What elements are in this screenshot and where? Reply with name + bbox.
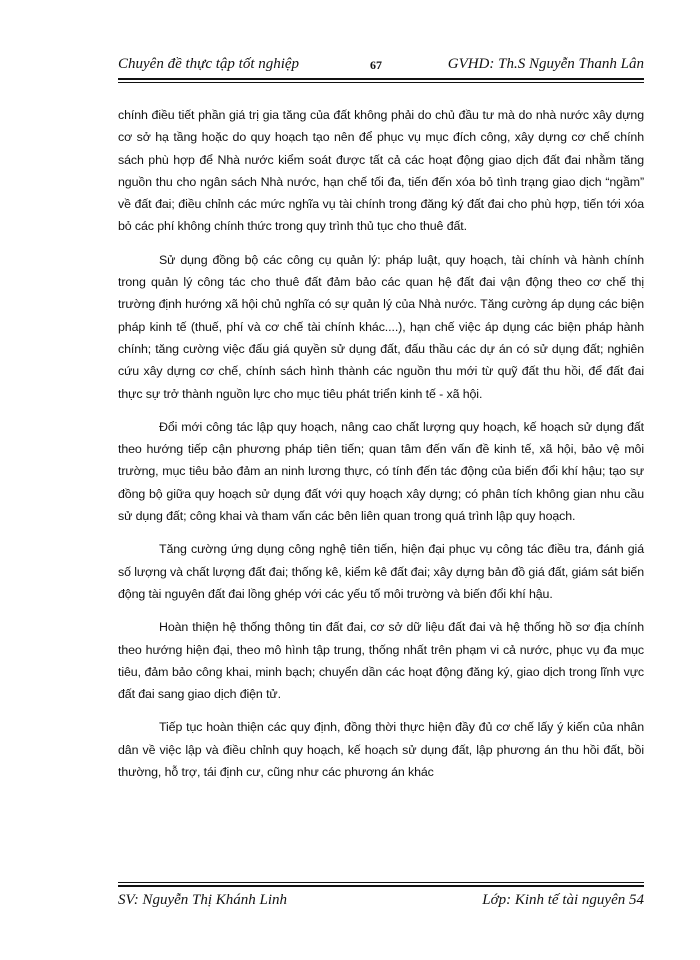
header-rule-thin: [118, 82, 644, 83]
footer-rule-thin: [118, 882, 644, 883]
page-footer: [118, 886, 644, 912]
header-rule-thick: [118, 78, 644, 80]
page-number: 67: [370, 58, 382, 72]
header-supervisor: GVHD: Th.S Nguyễn Thanh Lân: [447, 56, 644, 72]
document-body: [118, 104, 644, 794]
paragraph: Tăng cường ứng dụng công nghệ tiên tiến, hiện đại phục vụ công tác điều tra, đánh giá số lượng và chất lượng đất đai; thống kê, kiểm kê đất đai; xây dựng bản đồ giá đất, giám sát biến động tài nguyên đất đai lồng ghép với các yếu tố môi trường và biến đổi khí hậu.: [118, 542, 645, 601]
paragraph: Hoàn thiện hệ thống thông tin đất đai, cơ sở dữ liệu đất đai và hệ thống hồ sơ địa chính theo hướng hiện đại, theo mô hình tập trung, thống nhất trên phạm vi cả nước, phục vụ đa mục tiêu, đảm bảo công khai, minh bạch; chuyển dần các hoạt động đăng ký, giao dịch trong lĩnh vực đất đai sang giao dịch điện tử.: [118, 620, 644, 702]
footer-class-name: Lớp: Kinh tế tài nguyên 54: [482, 892, 644, 908]
paragraph: Đổi mới công tác lập quy hoạch, nâng cao chất lượng quy hoạch, kế hoạch sử dụng đất theo hướng tiếp cận phương pháp tiên tiến; quan tâm đến vấn đề kinh tế, xã hội, bảo vệ môi trường, mục tiêu bảo đảm an ninh lương thực, có tính đến tác động của biến đổi khí hậu; tạo sự đồng bộ giữa quy hoạch sử dụng đất với quy hoạch xây dựng; có phân tích không gian nhu cầu sử dụng đất; công khai và tham vấn các bên liên quan trong quá trình lập quy hoạch.: [118, 419, 644, 524]
paragraph: Sử dụng đồng bộ các công cụ quản lý: pháp luật, quy hoạch, tài chính và hành chính trong quản lý công tác cho thuê đất đảm bảo các quan hệ đất đai vận động theo cơ chế thị trường định hướng xã hội chủ nghĩa có sự quản lý của Nhà nước. Tăng cường áp dụng các biện pháp kinh tế (thuế, phí và cơ chế tài chính khác....), hạn chế việc áp dụng các biện pháp hành chính; tăng cường việc đấu giá quyền sử dụng đất, đấu thầu các dự án có sử dụng đất; nghiên cứu xây dựng cơ chế, chính sách hình thành các nguồn thu mới từ quỹ đất thu hồi, để đất đai thực sự trở thành nguồn lực cho mục tiêu phát triển kinh tế - xã hội.: [118, 252, 644, 401]
paragraph-continuation: chính điều tiết phần giá trị gia tăng của đất không phải do chủ đầu tư mà do nhà nước xây dựng cơ sở hạ tầng hoặc do quy hoạch tạo nên để phục vụ mục đích công, xây dựng cơ chế chính sách phù hợp để Nhà nước kiểm soát được tất cả các hoạt động giao dịch đất đai nhằm tăng nguồn thu cho ngân sách Nhà nước, hạn chế tối đa, tiến đến xóa bỏ tình trạng giao dịch “ngầm” về đất đai; điều chỉnh các mức nghĩa vụ tài chính trong đăng ký đất đai cho phù hợp, tiến tới xóa bỏ các phí không chính thức trong quy trình thủ tục cho thuê đất.: [118, 108, 644, 234]
footer-student-name: SV: Nguyễn Thị Khánh Linh: [118, 892, 288, 908]
paragraph: Tiếp tục hoàn thiện các quy định, đồng thời thực hiện đầy đủ cơ chế lấy ý kiến của nhân dân về việc lập và điều chỉnh quy hoạch, kế hoạch sử dụng đất, lập phương án thu hồi đất, bồi thường, hỗ trợ, tái định cư, cũng như các phương án khác: [118, 720, 644, 780]
page-header: [118, 52, 644, 78]
header-document-title: Chuyên đề thực tập tốt nghiệp: [118, 56, 300, 72]
